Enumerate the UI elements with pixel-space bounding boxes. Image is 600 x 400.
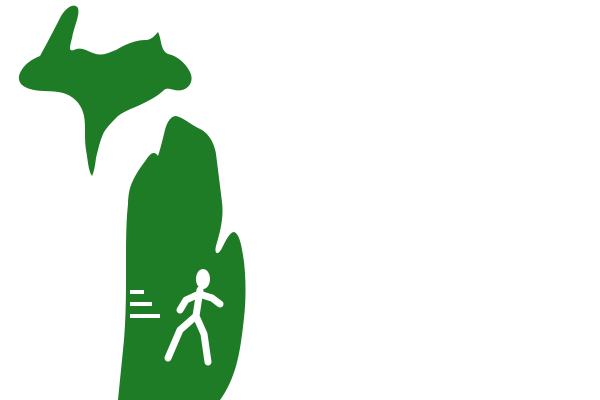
speed-line <box>130 290 144 294</box>
lower-peninsula-shape <box>118 116 246 400</box>
runner-head <box>196 269 210 289</box>
speed-line <box>130 302 152 306</box>
speed-line <box>130 314 160 318</box>
